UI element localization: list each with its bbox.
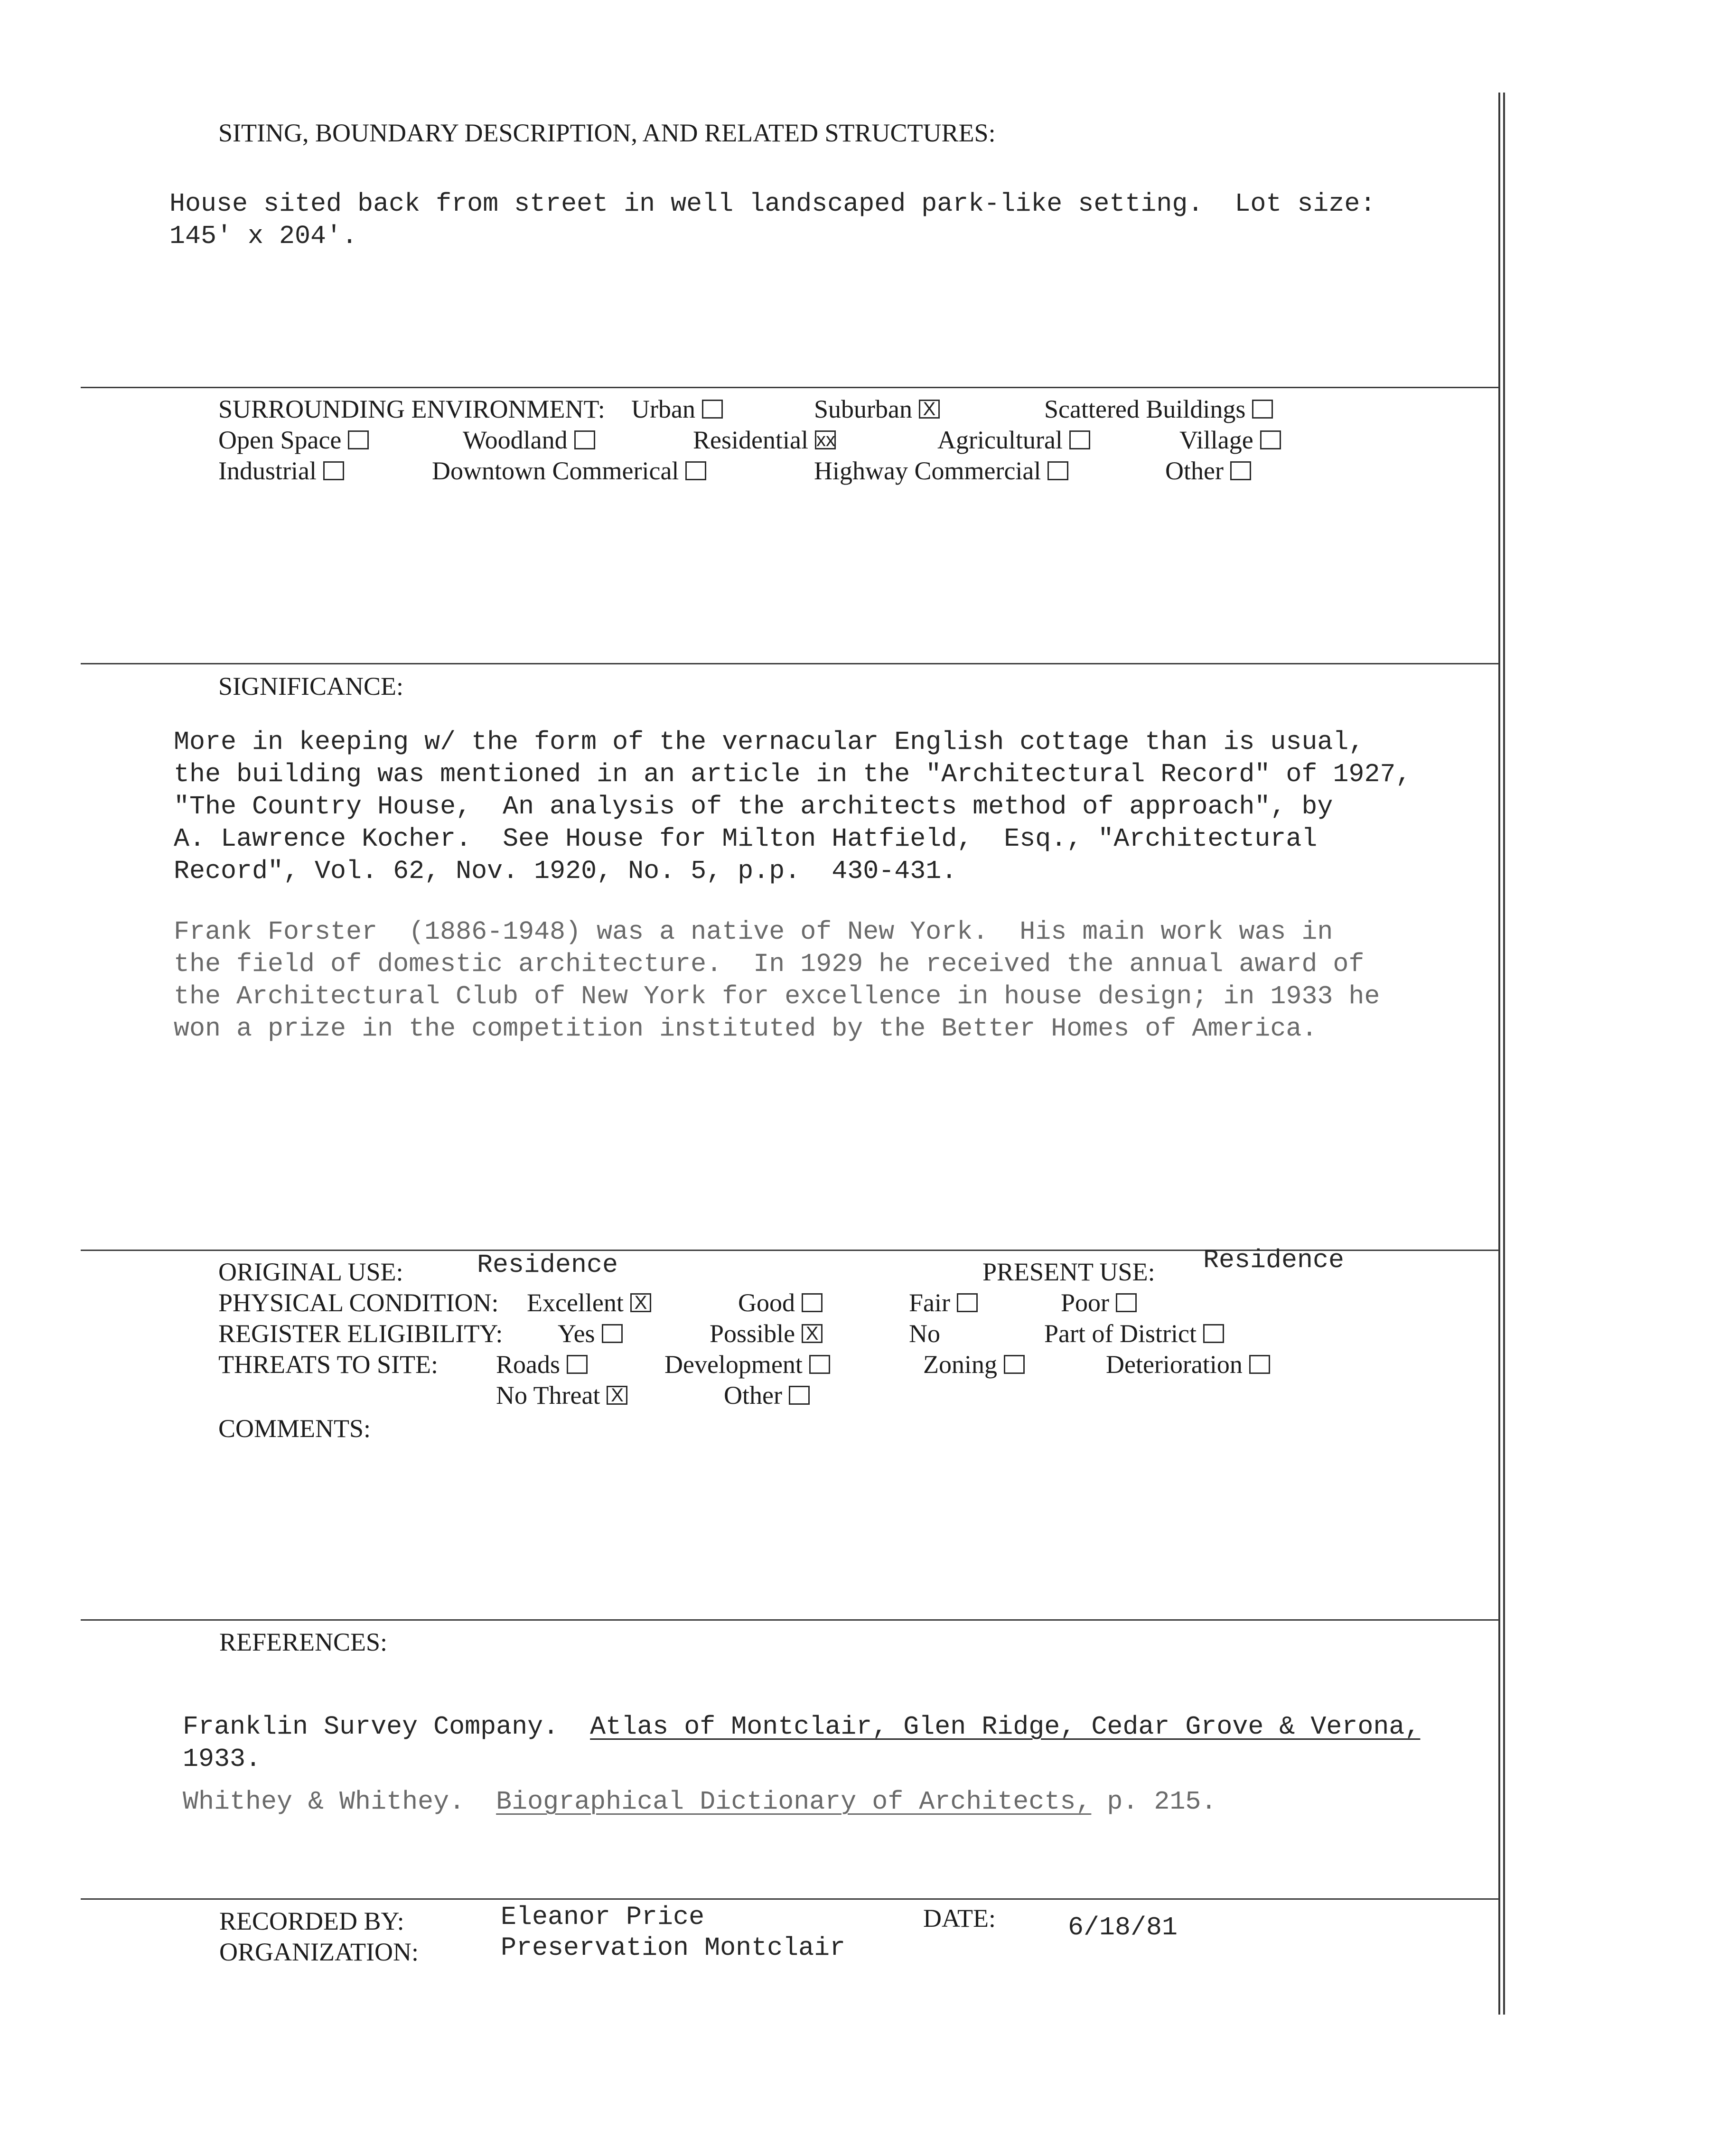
- section-divider: [81, 1898, 1500, 1900]
- option-label: Open Space: [218, 426, 342, 454]
- option-residential[interactable]: [693, 425, 836, 455]
- option-label: Zoning: [923, 1350, 997, 1379]
- option-label: Scattered Buildings: [1044, 395, 1246, 423]
- threats-label: THREATS TO SITE:: [218, 1350, 439, 1379]
- checkbox-checked[interactable]: xx: [815, 430, 836, 449]
- option-downtown-commercial[interactable]: [432, 456, 706, 486]
- checkbox[interactable]: [348, 430, 369, 449]
- significance-line: Record", Vol. 62, Nov. 1920, No. 5, p.p. 430-431.: [174, 856, 957, 886]
- threat-other[interactable]: [724, 1380, 810, 1410]
- checkbox[interactable]: [809, 1355, 830, 1374]
- option-label: Other: [1165, 457, 1224, 485]
- reference-1-title: Atlas of Montclair, Glen Ridge, Cedar Grove & Verona,: [590, 1712, 1421, 1742]
- option-woodland[interactable]: [463, 425, 595, 455]
- option-label: Yes: [558, 1319, 595, 1348]
- option-open-space[interactable]: [218, 425, 369, 455]
- siting-line-1: House sited back from street in well landscaped park-like setting. Lot size:: [169, 189, 1376, 219]
- option-urban[interactable]: [631, 394, 723, 424]
- comments-label: COMMENTS:: [218, 1414, 371, 1443]
- option-industrial[interactable]: [218, 456, 344, 486]
- checkbox[interactable]: [802, 1293, 823, 1312]
- checkbox[interactable]: [1252, 400, 1273, 419]
- condition-fair[interactable]: [909, 1288, 978, 1318]
- checkbox[interactable]: [1047, 461, 1068, 480]
- checkbox[interactable]: [1203, 1324, 1224, 1343]
- threat-deterioration[interactable]: [1106, 1349, 1270, 1380]
- physical-condition-label: PHYSICAL CONDITION:: [218, 1288, 499, 1317]
- present-use-label: PRESENT USE:: [982, 1258, 1155, 1286]
- option-highway-commercial[interactable]: [814, 456, 1068, 486]
- forster-line: won a prize in the competition instituted by the Better Homes of America.: [174, 1014, 1318, 1044]
- option-label: Suburban: [814, 395, 912, 423]
- option-label: Poor: [1061, 1288, 1110, 1317]
- option-label: Possible: [710, 1319, 795, 1348]
- option-label: Development: [664, 1350, 803, 1379]
- option-label: No: [909, 1319, 940, 1348]
- date-label: DATE:: [923, 1904, 996, 1932]
- option-village[interactable]: [1179, 425, 1281, 455]
- section-divider: [81, 387, 1500, 388]
- checkbox[interactable]: [323, 461, 344, 480]
- option-scattered-buildings[interactable]: [1044, 394, 1273, 424]
- siting-line-2: 145' x 204'.: [169, 221, 358, 251]
- checkbox[interactable]: [567, 1355, 588, 1374]
- checkbox[interactable]: [602, 1324, 623, 1343]
- threat-zoning[interactable]: [923, 1349, 1025, 1380]
- option-label: Deterioration: [1106, 1350, 1243, 1379]
- checkbox[interactable]: [1249, 1355, 1270, 1374]
- checkbox[interactable]: [789, 1386, 810, 1405]
- right-margin-rule: [1498, 93, 1500, 2015]
- threat-roads[interactable]: [496, 1349, 588, 1380]
- option-label: Village: [1179, 426, 1253, 454]
- option-agricultural[interactable]: [937, 425, 1090, 455]
- condition-poor[interactable]: [1061, 1288, 1137, 1318]
- significance-line: the building was mentioned in an article in the "Architectural Record" of 1927,: [174, 759, 1412, 789]
- option-label: Excellent: [527, 1288, 624, 1317]
- option-label: Highway Commercial: [814, 457, 1041, 485]
- checkbox[interactable]: [1260, 430, 1281, 449]
- forster-line: the field of domestic architecture. In 1929 he received the annual award of: [174, 949, 1365, 979]
- eligibility-possible[interactable]: [710, 1318, 823, 1349]
- eligibility-no[interactable]: [909, 1318, 940, 1349]
- option-label: Fair: [909, 1288, 950, 1317]
- checkbox[interactable]: [1116, 1293, 1137, 1312]
- checkbox-checked[interactable]: X: [630, 1293, 651, 1312]
- reference-2-author: Whithey & Whithey.: [183, 1787, 465, 1817]
- date-value[interactable]: 6/18/81: [1068, 1913, 1178, 1942]
- checkbox[interactable]: [1004, 1355, 1025, 1374]
- option-label: Other: [724, 1381, 782, 1409]
- reference-1: [183, 1711, 1420, 1743]
- section-divider: [81, 1619, 1500, 1621]
- option-label: Residential: [693, 426, 808, 454]
- significance-line: A. Lawrence Kocher. See House for Milton Hatfield, Esq., "Architectural: [174, 824, 1318, 854]
- forster-line: Frank Forster (1886-1948) was a native of New York. His main work was in: [174, 917, 1333, 947]
- reference-2: [183, 1786, 1216, 1818]
- organization-label: ORGANIZATION:: [219, 1938, 419, 1966]
- original-use-value[interactable]: Residence: [477, 1250, 618, 1280]
- checkbox[interactable]: [685, 461, 706, 480]
- original-use-label: ORIGINAL USE:: [218, 1258, 403, 1286]
- option-label: Part of District: [1044, 1319, 1197, 1348]
- threat-no-threat[interactable]: [496, 1380, 627, 1410]
- reference-2-page: p. 215.: [1107, 1787, 1217, 1817]
- siting-heading: SITING, BOUNDARY DESCRIPTION, AND RELATED STRUCTURES:: [218, 119, 996, 147]
- checkbox-checked[interactable]: X: [919, 400, 940, 419]
- checkbox-checked[interactable]: X: [607, 1386, 627, 1405]
- option-label: Woodland: [463, 426, 568, 454]
- surrounding-heading: SURROUNDING ENVIRONMENT:: [218, 395, 605, 423]
- checkbox[interactable]: [574, 430, 595, 449]
- threat-development[interactable]: [664, 1349, 830, 1380]
- references-heading: REFERENCES:: [219, 1628, 388, 1656]
- option-other[interactable]: [1165, 456, 1251, 486]
- option-suburban[interactable]: [814, 394, 940, 424]
- checkbox-checked[interactable]: X: [802, 1324, 823, 1343]
- significance-line: "The Country House, An analysis of the architects method of approach", by: [174, 792, 1333, 821]
- recorded-by-value[interactable]: Eleanor Price: [501, 1902, 705, 1932]
- significance-heading: SIGNIFICANCE:: [218, 672, 404, 700]
- checkbox[interactable]: [1230, 461, 1251, 480]
- section-divider: [81, 663, 1500, 664]
- significance-line: More in keeping w/ the form of the vernacular English cottage than is usual,: [174, 727, 1365, 757]
- reference-1-year: 1933.: [183, 1744, 262, 1774]
- option-label: Good: [738, 1288, 795, 1317]
- option-label: No Threat: [496, 1381, 600, 1409]
- option-label: Roads: [496, 1350, 560, 1379]
- eligibility-yes[interactable]: [558, 1318, 623, 1349]
- eligibility-part-of-district[interactable]: [1044, 1318, 1224, 1349]
- option-label: Urban: [631, 395, 695, 423]
- register-eligibility-label: REGISTER ELIGIBILITY:: [218, 1319, 503, 1348]
- recorded-by-label: RECORDED BY:: [219, 1907, 404, 1935]
- condition-good[interactable]: [738, 1288, 823, 1318]
- checkbox[interactable]: [1069, 430, 1090, 449]
- option-label: Industrial: [218, 457, 317, 485]
- right-margin-rule-inner: [1503, 93, 1505, 2015]
- checkbox[interactable]: [702, 400, 723, 419]
- option-label: Agricultural: [937, 426, 1063, 454]
- organization-value[interactable]: Preservation Montclair: [501, 1933, 846, 1963]
- condition-excellent[interactable]: [527, 1288, 651, 1318]
- present-use-value[interactable]: Residence: [1203, 1245, 1345, 1275]
- reference-2-title: Biographical Dictionary of Architects,: [496, 1787, 1092, 1817]
- checkbox[interactable]: [957, 1293, 978, 1312]
- reference-1-author: Franklin Survey Company.: [183, 1712, 559, 1742]
- forster-line: the Architectural Club of New York for excellence in house design; in 1933 he: [174, 981, 1380, 1011]
- option-label: Downtown Commerical: [432, 457, 679, 485]
